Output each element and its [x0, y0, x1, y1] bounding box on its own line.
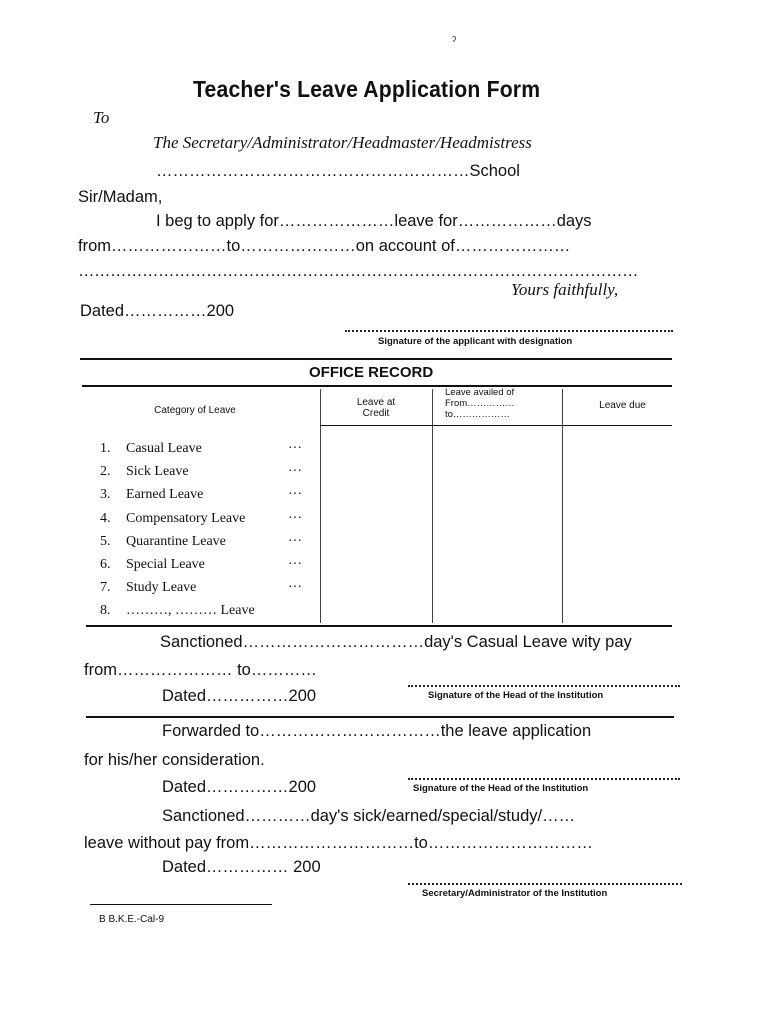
column-divider	[320, 389, 321, 623]
column-divider	[562, 389, 563, 623]
leave-row-number: 6.	[100, 557, 111, 572]
leave-row-number: 5.	[100, 533, 111, 549]
col-availed-title: Leave availed of	[445, 387, 515, 398]
leave-row-dots: ···	[288, 464, 302, 480]
dated-applicant: Dated……………200	[80, 302, 235, 320]
from-line: from…………………to…………………on account of…………………	[78, 237, 571, 255]
leave-row-number: 4.	[100, 510, 111, 526]
leave-row-number: 8.	[100, 603, 111, 619]
form-code: B B.K.E.-Cal-9	[99, 914, 165, 925]
table-top-rule	[82, 385, 672, 387]
col-due-header: Leave due	[599, 400, 646, 411]
leave-row-label: Earned Leave	[126, 487, 204, 503]
leave-row-dots: ···	[288, 557, 302, 572]
sanctioned-from-to: from………………… to…………	[84, 661, 317, 679]
leave-row	[100, 603, 310, 619]
dated-sanction: Dated……………200	[162, 687, 317, 705]
leave-row	[100, 580, 310, 596]
head-signature-caption-2: Signature of the Head of the Institution	[413, 783, 589, 794]
leave-row-label: Compensatory Leave	[126, 510, 246, 526]
header-bottom-rule	[320, 425, 672, 426]
leave-row-dots: ···	[288, 487, 302, 503]
office-record-heading: OFFICE RECORD	[309, 364, 434, 381]
page-title: Teacher's Leave Application Form	[193, 76, 541, 102]
corner-mark: ˀ	[452, 34, 457, 48]
apply-line: I beg to apply for…………………leave for………………days	[156, 212, 592, 230]
secretary-signature-caption: Secretary/Administrator of the Institution	[422, 888, 608, 899]
leave-row	[100, 557, 310, 573]
leave-row-dots: ···	[288, 441, 302, 456]
leave-row-label: ………, ……… Leave	[126, 603, 255, 619]
yours-faithfully: Yours faithfully,	[511, 280, 619, 299]
leave-row-label: Study Leave	[126, 580, 197, 596]
divider	[86, 716, 674, 718]
head-signature-line-1	[408, 685, 680, 687]
leave-row-number: 3.	[100, 487, 111, 503]
dated-final: Dated…………… 200	[162, 858, 321, 876]
leave-row-number: 7.	[100, 580, 111, 596]
forwarded-line: Forwarded to……………………………the leave application	[162, 722, 592, 740]
footer-rule	[90, 904, 272, 905]
leave-row	[100, 487, 310, 503]
to-label: To	[93, 108, 110, 127]
school-line: …………………………………………………School	[156, 162, 520, 180]
applicant-signature-caption: Signature of the applicant with designation	[378, 336, 573, 347]
without-pay-line: leave without pay from…………………………to…………………………	[84, 834, 593, 852]
leave-row	[100, 464, 310, 480]
consideration-line: for his/her consideration.	[84, 751, 265, 769]
leave-row-dots: ···	[288, 533, 302, 549]
col-category-header: Category of Leave	[154, 405, 236, 416]
leave-row-label: Special Leave	[126, 557, 205, 572]
leave-row-label: Sick Leave	[126, 464, 189, 480]
dated-forwarded: Dated……………200	[162, 778, 317, 796]
leave-row-number: 2.	[100, 464, 111, 480]
column-divider	[432, 389, 433, 623]
leave-row-label: Quarantine Leave	[126, 533, 226, 549]
applicant-signature-line	[345, 330, 673, 332]
salutation: Sir/Madam,	[78, 188, 163, 206]
col-availed-to: to………………	[445, 409, 510, 420]
blank-line: ……………………………………………………………………………………………	[78, 262, 638, 280]
table-bottom-rule	[86, 625, 672, 627]
head-signature-line-2	[408, 778, 680, 780]
leave-row-dots: ···	[288, 580, 302, 596]
leave-row-number: 1.	[100, 441, 111, 456]
leave-row	[100, 511, 310, 527]
col-availed-from: From……………	[445, 398, 515, 409]
sanctioned-casual-line: Sanctioned……………………………day's Casual Leave wity pay	[160, 633, 632, 651]
leave-row-label: Casual Leave	[126, 441, 202, 456]
leave-row	[100, 534, 310, 550]
secretary-signature-line	[408, 883, 682, 885]
divider	[80, 358, 672, 360]
col-credit-header: Leave at Credit	[356, 397, 396, 419]
leave-row-dots: ···	[288, 510, 302, 526]
sanctioned-without-pay-line: Sanctioned…………day's sick/earned/special/study/……	[162, 807, 576, 825]
recipient-line: The Secretary/Administrator/Headmaster/Headmistress	[153, 133, 532, 152]
head-signature-caption-1: Signature of the Head of the Institution	[428, 690, 604, 701]
col-availed-header	[445, 387, 515, 420]
leave-row	[100, 441, 310, 457]
